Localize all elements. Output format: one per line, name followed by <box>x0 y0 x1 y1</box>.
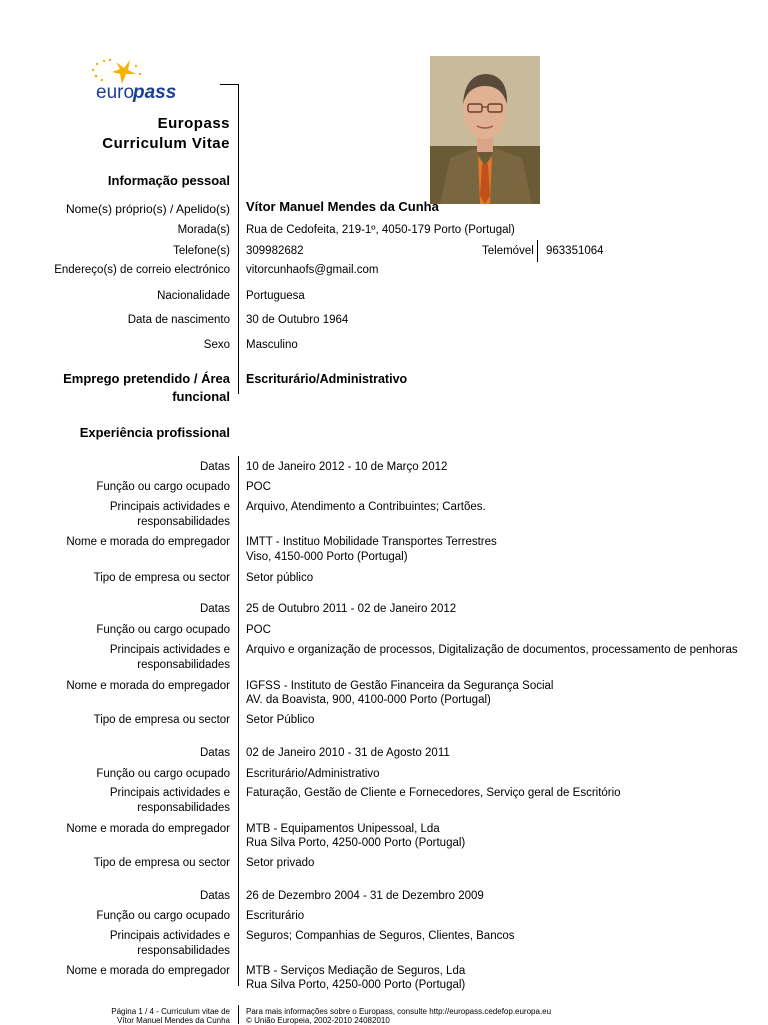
employer-label: Nome e morada do empregador <box>66 680 230 692</box>
email-label: Endereço(s) de correio electrónico <box>54 264 230 276</box>
role-label: Função ou cargo ocupado <box>96 624 230 636</box>
section-personal: Informação pessoal <box>107 173 230 188</box>
cv-title-line2: Curriculum Vitae <box>102 135 230 152</box>
employer-label: Nome e morada do empregador <box>66 536 230 548</box>
job4-activities: Seguros; Companhias de Seguros, Clientes, Bancos <box>246 930 515 942</box>
phone-value: 309982682 <box>246 245 304 257</box>
footer-right-2: © União Europeia, 2002-2010 24082010 <box>246 1016 390 1025</box>
cv-title-line1: Europass <box>157 115 230 132</box>
job3-activities: Faturação, Gestão de Cliente e Fornecedores, Serviço geral de Escritório <box>246 787 621 799</box>
dates-label: Datas <box>199 890 230 902</box>
dates-label: Datas <box>199 603 230 615</box>
job1-employer-address: Viso, 4150-000 Porto (Portugal) <box>246 551 408 563</box>
role-label: Função ou cargo ocupado <box>96 481 230 493</box>
job2-employer-address: AV. da Boavista, 900, 4100-000 Porto (Portugal) <box>246 694 491 706</box>
job2-role: POC <box>246 624 271 636</box>
employer-label: Nome e morada do empregador <box>66 823 230 835</box>
job2-sector: Setor Público <box>246 714 315 726</box>
sector-label: Tipo de empresa ou sector <box>93 714 230 726</box>
activities-label: Principais actividades e <box>109 644 230 656</box>
person-icon <box>430 56 540 204</box>
activities-label-2: responsabilidades <box>137 945 230 957</box>
mobile-label: Telemóvel <box>482 245 534 257</box>
footer-left-1: Página 1 / 4 - Curriculum vitae de <box>111 1007 230 1016</box>
activities-label: Principais actividades e <box>109 930 230 942</box>
sector-label: Tipo de empresa ou sector <box>93 857 230 869</box>
sex-label: Sexo <box>203 339 230 351</box>
nationality-value: Portuguesa <box>246 290 305 302</box>
job1-dates: 10 de Janeiro 2012 - 10 de Março 2012 <box>246 461 448 473</box>
footer-divider <box>238 1005 239 1024</box>
europass-logo <box>88 56 188 104</box>
job1-activities: Arquivo, Atendimento a Contribuintes; Cartões. <box>246 501 486 513</box>
birth-label: Data de nascimento <box>127 314 230 326</box>
section-job-wanted: Emprego pretendido / Área funcional <box>63 371 230 404</box>
footer-left-2: Vítor Manuel Mendes da Cunha <box>117 1016 230 1025</box>
job1-employer: IMTT - Instituo Mobilidade Transportes Terrestres <box>246 536 497 548</box>
name-label: Nome(s) próprio(s) / Apelido(s) <box>65 202 230 216</box>
footer-right-1: Para mais informações sobre o Europass, consulte http://europass.cedefop.europa.eu <box>246 1007 552 1016</box>
activities-label-2: responsabilidades <box>137 802 230 814</box>
job-wanted-value: Escriturário/Administrativo <box>246 372 408 386</box>
mobile-value: 963351064 <box>546 245 604 257</box>
job4-employer-address: Rua Silva Porto, 4250-000 Porto (Portugal) <box>246 979 466 991</box>
sex-value: Masculino <box>246 339 298 351</box>
role-label: Função ou cargo ocupado <box>96 768 230 780</box>
dates-label: Datas <box>199 747 230 759</box>
activities-label: Principais actividades e <box>109 787 230 799</box>
phone-label: Telefone(s) <box>173 245 230 257</box>
vertical-divider-main <box>238 456 239 986</box>
name-value: Vítor Manuel Mendes da Cunha <box>246 199 439 214</box>
role-label: Função ou cargo ocupado <box>96 910 230 922</box>
nationality-label: Nacionalidade <box>157 290 230 302</box>
stars-icon <box>92 59 141 84</box>
logo-pass: pass <box>133 82 177 103</box>
job3-sector: Setor privado <box>246 857 315 869</box>
job4-role: Escriturário <box>246 910 305 922</box>
section-experience: Experiência profissional <box>79 425 230 440</box>
logo-euro: euro <box>96 82 135 103</box>
job2-dates: 25 de Outubro 2011 - 02 de Janeiro 2012 <box>246 603 457 615</box>
job4-dates: 26 de Dezembro 2004 - 31 de Dezembro 2009 <box>246 890 484 902</box>
job4-employer: MTB - Serviços Mediação de Seguros, Lda <box>246 965 466 977</box>
divider-corner <box>220 84 238 85</box>
activities-label-2: responsabilidades <box>137 659 230 671</box>
mobile-divider <box>537 240 538 262</box>
email-value[interactable]: vitorcunhaofs@gmail.com <box>246 264 379 276</box>
job1-role: POC <box>246 481 271 493</box>
job3-role: Escriturário/Administrativo <box>246 768 380 780</box>
employer-label: Nome e morada do empregador <box>66 965 230 977</box>
address-value: Rua de Cedofeita, 219-1º, 4050-179 Porto (Portugal) <box>246 224 515 236</box>
sector-label: Tipo de empresa ou sector <box>93 572 230 584</box>
profile-photo <box>430 56 540 204</box>
vertical-divider-top <box>238 84 239 394</box>
job3-employer-address: Rua Silva Porto, 4250-000 Porto (Portugal) <box>246 837 466 849</box>
job3-dates: 02 de Janeiro 2010 - 31 de Agosto 2011 <box>246 747 450 759</box>
job3-employer: MTB - Equipamentos Unipessoal, Lda <box>246 823 440 835</box>
job2-activities: Arquivo e organização de processos, Digitalização de documentos, processamento de penhoras <box>246 644 738 656</box>
activities-label: Principais actividades e <box>109 501 230 513</box>
birth-value: 30 de Outubro 1964 <box>246 314 349 326</box>
activities-label-2: responsabilidades <box>137 516 230 528</box>
dates-label: Datas <box>199 461 230 473</box>
address-label: Morada(s) <box>177 224 230 236</box>
job2-employer: IGFSS - Instituto de Gestão Financeira da Segurança Social <box>246 680 554 692</box>
job1-sector: Setor público <box>246 572 314 584</box>
